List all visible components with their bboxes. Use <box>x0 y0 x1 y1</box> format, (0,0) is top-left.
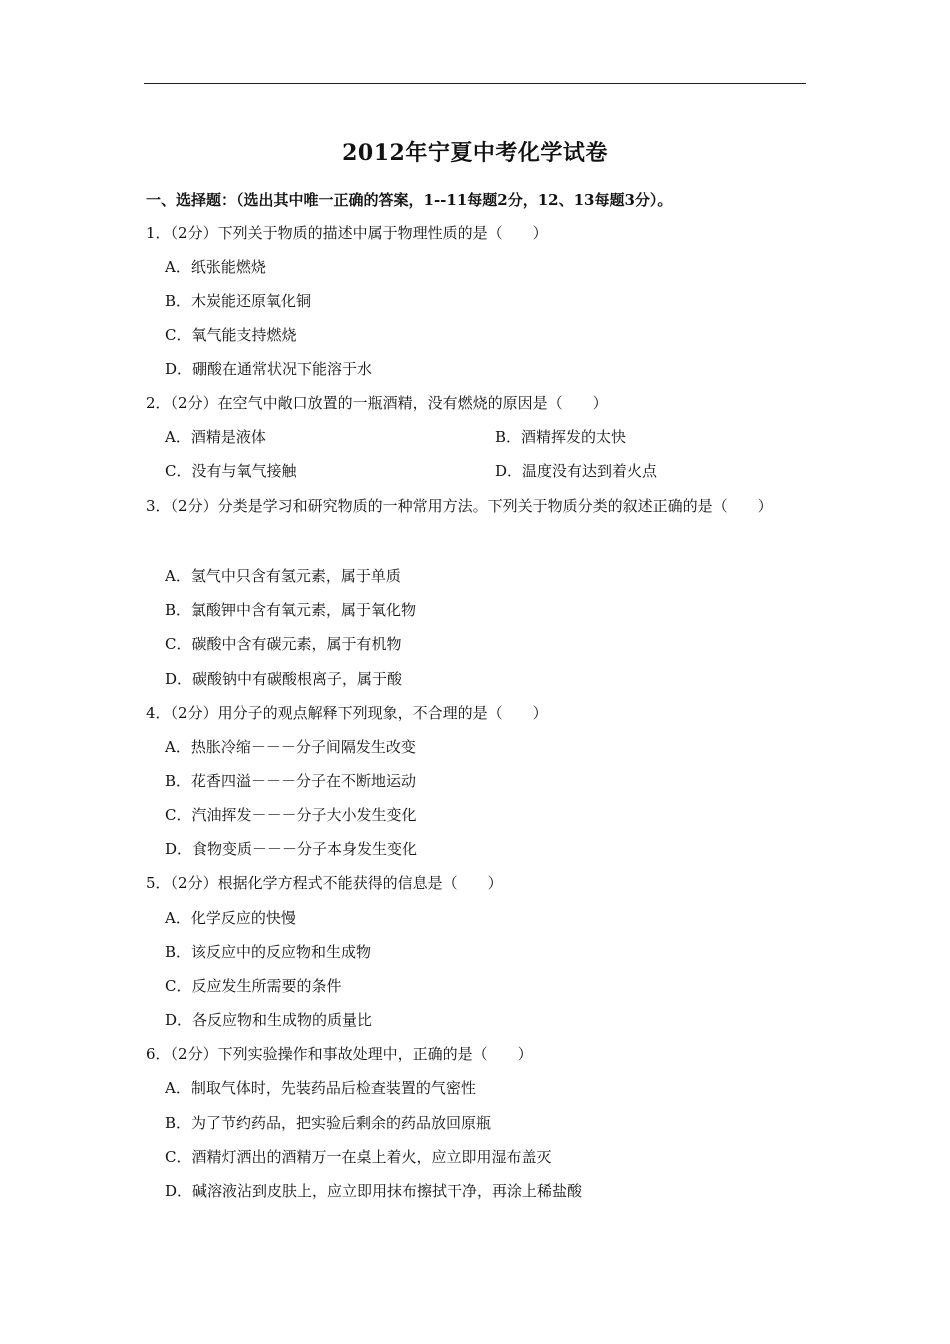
question-4-stem: 4．（2分）用分子的观点解释下列现象，不合理的是（ ） <box>146 704 548 722</box>
question-6-option-b: B．为了节约药品，把实验后剩余的药品放回原瓶 <box>165 1114 492 1132</box>
question-5-option-c: C．反应发生所需要的条件 <box>165 977 342 995</box>
question-1-option-a: A．纸张能燃烧 <box>165 258 266 276</box>
question-3-stem: 3．（2分）分类是学习和研究物质的一种常用方法。下列关于物质分类的叙述正确的是（ ） <box>146 497 773 515</box>
question-4-option-a: A．热胀冷缩－－－分子间隔发生改变 <box>165 738 416 756</box>
question-6-option-a: A．制取气体时，先装药品后检查装置的气密性 <box>165 1079 476 1097</box>
question-4-option-d: D．食物变质－－－分子本身发生变化 <box>165 840 418 858</box>
question-1-option-c: C．氧气能支持燃烧 <box>165 326 297 344</box>
question-2-option-b: B．酒精挥发的太快 <box>495 428 627 446</box>
question-5-stem: 5．（2分）根据化学方程式不能获得的信息是（ ） <box>146 874 503 892</box>
header-rule <box>144 83 806 84</box>
question-4-option-c: C．汽油挥发－－－分子大小发生变化 <box>165 806 417 824</box>
question-6-option-c: C．酒精灯洒出的酒精万一在桌上着火，应立即用湿布盖灭 <box>165 1148 552 1166</box>
question-2-option-a: A．酒精是液体 <box>165 428 266 446</box>
section-heading: 一、选择题：（选出其中唯一正确的答案，1--11每题2分，12、13每题3分）。 <box>146 191 673 209</box>
question-1-option-b: B．木炭能还原氧化铜 <box>165 292 312 310</box>
question-5-option-d: D．各反应物和生成物的质量比 <box>165 1011 373 1029</box>
exam-title: 2012年宁夏中考化学试卷 <box>342 140 608 166</box>
question-6-stem: 6．（2分）下列实验操作和事故处理中，正确的是（ ） <box>146 1045 533 1063</box>
question-3-option-c: C．碳酸中含有碳元素，属于有机物 <box>165 635 402 653</box>
question-2-option-c: C．没有与氧气接触 <box>165 462 297 480</box>
question-5-option-a: A．化学反应的快慢 <box>165 909 296 927</box>
question-3-option-b: B．氯酸钾中含有氧元素，属于氧化物 <box>165 601 417 619</box>
question-3-option-a: A．氢气中只含有氢元素，属于单质 <box>165 567 401 585</box>
question-1-stem: 1．（2分）下列关于物质的描述中属于物理性质的是（ ） <box>146 224 548 242</box>
question-6-option-d: D．碱溶液沾到皮肤上，应立即用抹布擦拭干净，再涂上稀盐酸 <box>165 1182 583 1200</box>
question-3-option-d: D．碳酸钠中有碳酸根离子，属于酸 <box>165 670 403 688</box>
question-2-option-d: D．温度没有达到着火点 <box>495 462 658 480</box>
question-5-option-b: B．该反应中的反应物和生成物 <box>165 943 372 961</box>
question-2-stem: 2．（2分）在空气中敞口放置的一瓶酒精，没有燃烧的原因是（ ） <box>146 394 608 412</box>
question-4-option-b: B．花香四溢－－－分子在不断地运动 <box>165 772 417 790</box>
question-1-option-d: D．硼酸在通常状况下能溶于水 <box>165 360 373 378</box>
